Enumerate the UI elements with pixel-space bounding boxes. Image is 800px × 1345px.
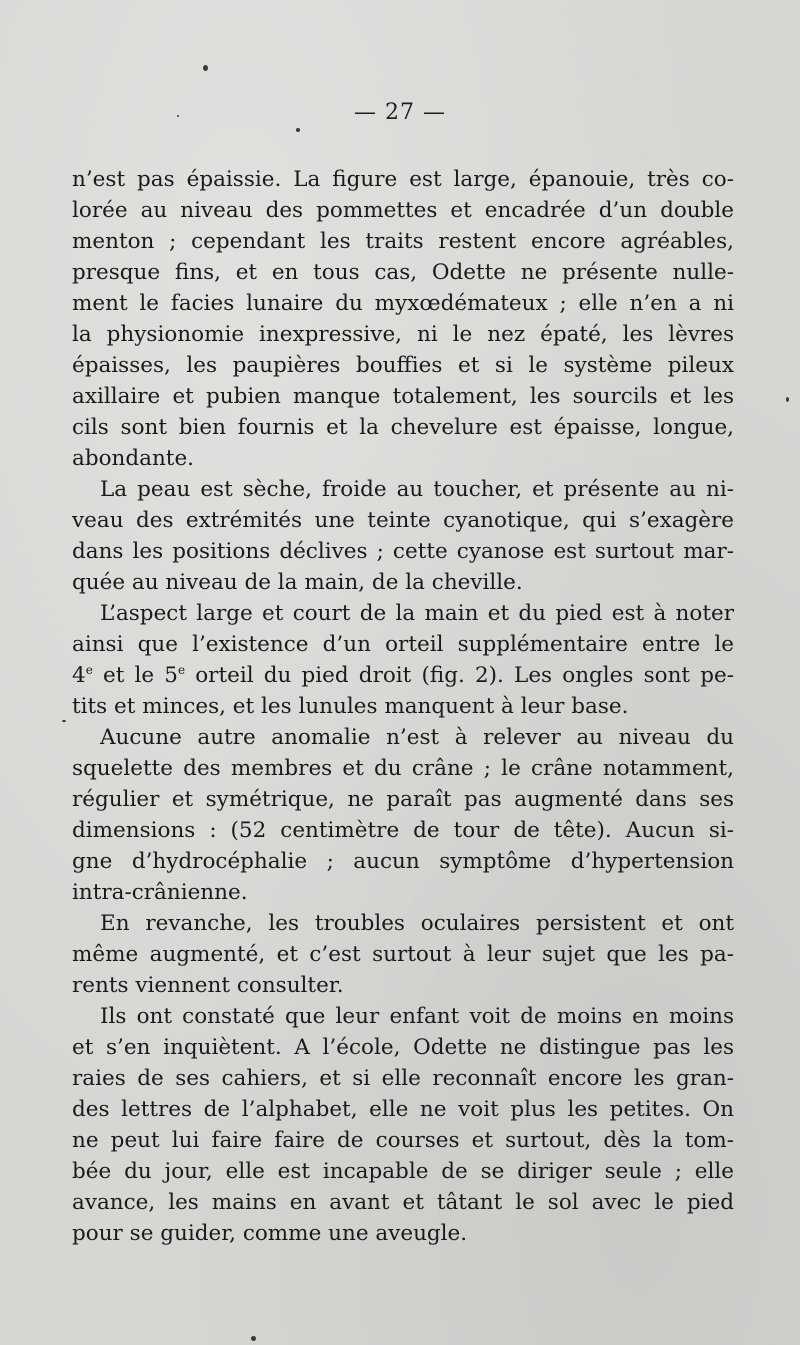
text-line: tits et minces, et les lunules manquent à leur base.	[72, 694, 629, 719]
ordinal-suffix: e	[85, 662, 93, 677]
text-fragment: orteil du pied droit (fig. 2). Les ongles sont pe-	[185, 663, 734, 688]
text-line: rents viennent consulter.	[72, 973, 344, 998]
text-line: bée du jour, elle est incapable de se diriger seule ; elle	[72, 1159, 734, 1184]
text-line: cils sont bien fournis et la chevelure est épaisse, longue,	[72, 415, 734, 440]
text-line: des lettres de l’alphabet, elle ne voit plus les petites. On	[72, 1097, 734, 1122]
text-line: ment le facies lunaire du myxœdémateux ; elle n’en a ni	[72, 291, 734, 316]
text-fragment: et le 5	[92, 663, 178, 688]
text-line: avance, les mains en avant et tâtant le sol avec le pied	[72, 1190, 734, 1215]
text-line: lorée au niveau des pommettes et encadrée d’un double	[72, 198, 734, 223]
text-line: ne peut lui faire faire de courses et surtout, dès la tom-	[72, 1128, 734, 1153]
page-number: — 27 —	[354, 100, 446, 125]
text-line: épaisses, les paupières bouffies et si le système pileux	[72, 353, 734, 378]
paragraph-start-line: Aucune autre anomalie n’est à relever au niveau du	[100, 725, 734, 750]
text-line: gne d’hydrocéphalie ; aucun symptôme d’hypertension	[72, 849, 734, 874]
dust-speck	[251, 1336, 256, 1341]
paragraph-start-line: En revanche, les troubles oculaires persistent et ont	[100, 911, 734, 936]
ordinal-number: 4	[72, 663, 86, 688]
body-text	[72, 164, 734, 1249]
text-line: la physionomie inexpressive, ni le nez épaté, les lèvres	[72, 322, 734, 347]
dust-speck	[786, 397, 789, 402]
text-line: abondante.	[72, 446, 194, 471]
ordinal-suffix: e	[177, 662, 186, 677]
text-line: dimensions : (52 centimètre de tour de tête). Aucun si-	[72, 818, 734, 843]
paragraph-start-line: La peau est sèche, froide au toucher, et présente au ni-	[100, 477, 734, 502]
text-line: n’est pas épaissie. La figure est large, épanouie, très co-	[72, 167, 734, 192]
dust-speck	[296, 128, 300, 132]
dust-speck	[203, 65, 208, 71]
text-line: quée au niveau de la main, de la cheville.	[72, 570, 523, 595]
text-line: et s’en inquiètent. A l’école, Odette ne distingue pas les	[72, 1035, 734, 1060]
paragraph-start-line: L’aspect large et court de la main et du pied est à noter	[100, 601, 734, 626]
text-line: menton ; cependant les traits restent encore agréables,	[72, 229, 734, 254]
text-line: axillaire et pubien manque totalement, les sourcils et les	[72, 384, 734, 409]
text-line: presque fins, et en tous cas, Odette ne présente nulle-	[72, 260, 734, 285]
text-line-with-superscripts	[72, 660, 734, 691]
text-line: régulier et symétrique, ne paraît pas augmenté dans ses	[72, 787, 734, 812]
text-line: même augmenté, et c’est surtout à leur sujet que les pa-	[72, 942, 734, 967]
text-line: intra-crânienne.	[72, 880, 248, 905]
text-line: raies de ses cahiers, et si elle reconnaît encore les gran-	[72, 1066, 734, 1091]
dust-speck	[62, 720, 66, 722]
paragraph-start-line: Ils ont constaté que leur enfant voit de moins en moins	[100, 1004, 734, 1029]
text-line: squelette des membres et du crâne ; le crâne notamment,	[72, 756, 734, 781]
text-line: dans les positions déclives ; cette cyanose est surtout mar-	[72, 539, 734, 564]
text-line: veau des extrémités une teinte cyanotique, qui s’exagère	[72, 508, 734, 533]
text-line: ainsi que l’existence d’un orteil supplémentaire entre le	[72, 632, 734, 657]
text-line: pour se guider, comme une aveugle.	[72, 1221, 468, 1246]
